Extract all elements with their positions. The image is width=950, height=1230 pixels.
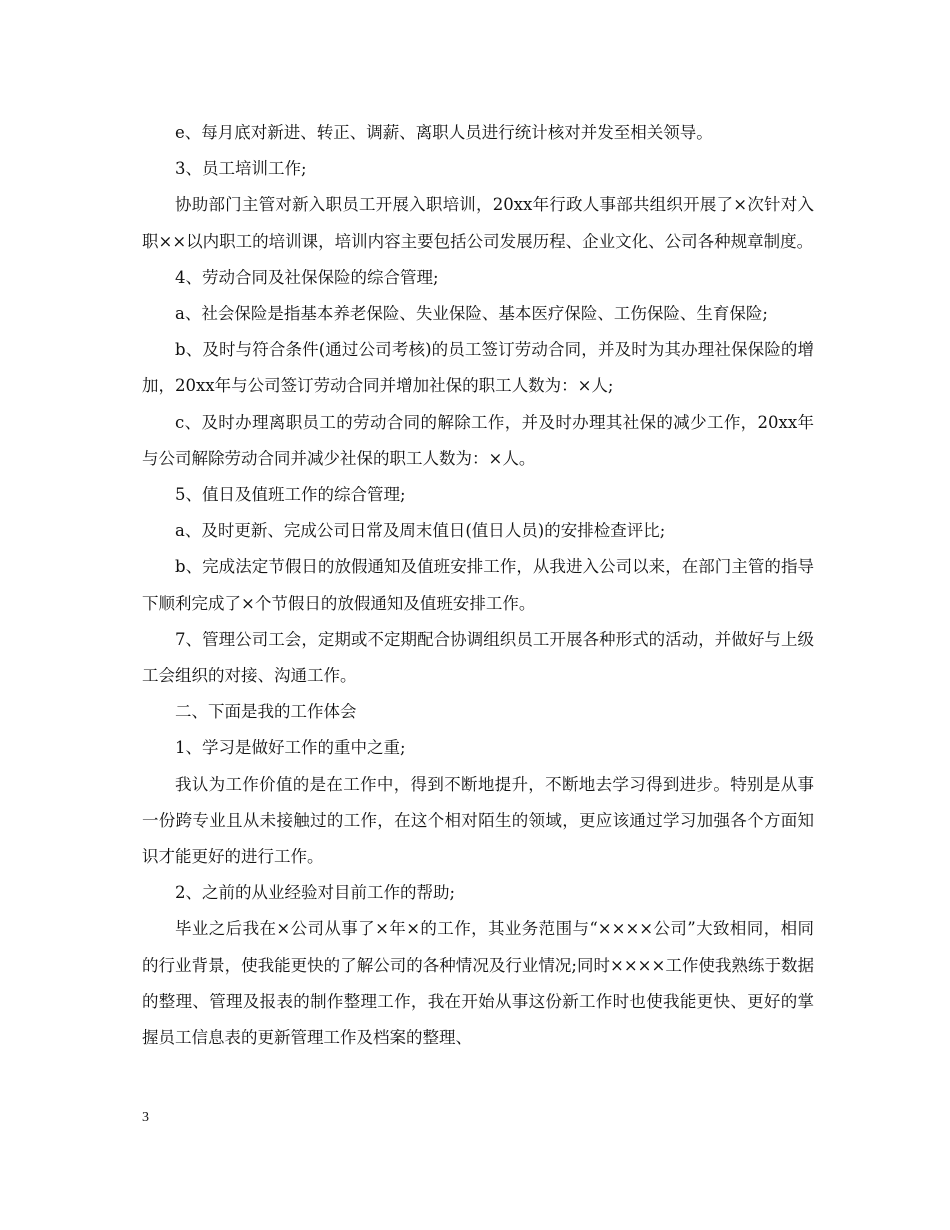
section-heading: 二、下面是我的工作体会	[175, 702, 357, 722]
paragraph: a、社会保险是指基本养老保险、失业保险、基本医疗保险、工伤保险、生育保险;	[175, 304, 768, 324]
section-heading: 4、劳动合同及社保保险的综合管理;	[175, 267, 439, 287]
paragraph: b、及时与符合条件(通过公司考核)的员工签订劳动合同，并及时为其办理社保保险的增加，20xx年与公司签订劳动合同并增加社保的职工人数为：×人;	[142, 340, 814, 396]
paragraph: 毕业之后我在×公司从事了×年×的工作，其业务范围与“××××公司”大致相同，相同的行业背景，使我能更快的了解公司的各种情况及行业情况;同时××××工作使我熟练于数据的整理、管理及报表的制作整理工作，我在开始从事这份新工作时也使我能更快、更好的掌握员工信息表的更新管理工作及档案的整理、	[142, 919, 814, 1048]
section-heading: 5、值日及值班工作的综合管理;	[175, 485, 406, 505]
paragraph: 协助部门主管对新入职员工开展入职培训，20xx年行政人事部共组织开展了×次针对入职××以内职工的培训课，培训内容主要包括公司发展历程、企业文化、公司各种规章制度。	[142, 195, 814, 251]
section-heading: 2、之前的从业经验对目前工作的帮助;	[175, 883, 456, 903]
paragraph: b、完成法定节假日的放假通知及值班安排工作，从我进入公司以来，在部门主管的指导下顺利完成了×个节假日的放假通知及值班安排工作。	[142, 557, 814, 613]
paragraph: 我认为工作价值的是在工作中，得到不断地提升，不断地去学习得到进步。特别是从事一份跨专业且从未接触过的工作，在这个相对陌生的领域，更应该通过学习加强各个方面知识才能更好的进行工作。	[142, 774, 814, 867]
paragraph: 7、管理公司工会，定期或不定期配合协调组织员工开展各种形式的活动，并做好与上级工会组织的对接、沟通工作。	[142, 629, 814, 686]
document-body	[142, 115, 814, 1056]
section-heading: 1、学习是做好工作的重中之重;	[175, 738, 406, 758]
paragraph: c、及时办理离职员工的劳动合同的解除工作，并及时办理其社保的减少工作，20xx年与公司解除劳动合同并减少社保的职工人数为：×人。	[142, 412, 814, 468]
paragraph: e、每月底对新进、转正、调薪、离职人员进行统计核对并发至相关领导。	[175, 123, 713, 142]
paragraph: a、及时更新、完成公司日常及周末值日(值日人员)的安排检查评比;	[175, 521, 666, 541]
page-number: 3	[142, 1110, 149, 1125]
section-heading: 3、员工培训工作;	[175, 159, 307, 179]
